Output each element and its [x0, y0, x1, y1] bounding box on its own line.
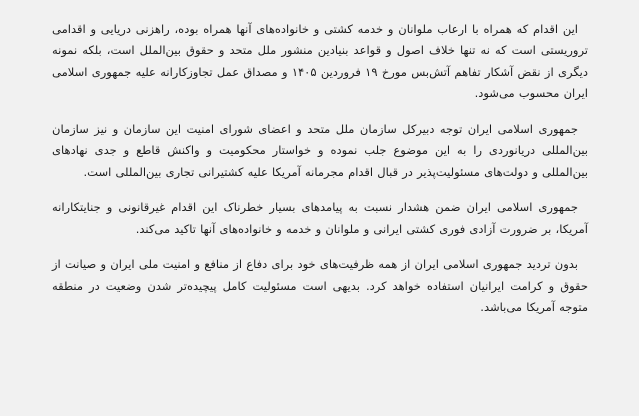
paragraph-un-call: جمهوری اسلامی ایران توجه دبیرکل سازمان ملل متحد و اعضای شورای امنیت این سازمان و نیز سازمان بین‌المللی دریانوردی را به این موضوع جلب نموده و خواستار محکومیت و واکنش قاطع و جدی نهادهای بین‌المللی و دولت‌های مسئولیت‌پذیر در قبال اقدام مجرمانه آمریکا علیه کشتیرانی تجاری بین‌المللی است. [52, 121, 588, 179]
document-body [52, 0, 588, 333]
paragraph-defense: بدون تردید جمهوری اسلامی ایران از همه ظرفیت‌های خود برای دفاع از منافع و امنیت ملی ایران و صیانت از حقوق و کرامت ایرانیان استفاده خواهد کرد. بدیهی است مسئولیت کامل پیچیده‌تر شدن وضعیت در منطقه متوجه آمریکا می‌باشد. [52, 257, 588, 314]
paragraph-cut-top [52, 0, 588, 5]
paragraph-piracy-act: این اقدام که همراه با ارعاب ملوانان و خدمه کشتی و خانواده‌های آنها همراه بوده، راهزنی دریایی و اقدامی تروریستی است که نه تنها خلاف اصول و قواعد بنیادین منشور ملل متحد و حقوق بین‌الملل است، بلکه نمونه دیگری از نقض آشکار تفاهم آتش‌بس مورخ ۱۹ فروردین ۱۴۰۵ و مصداق عمل تجاوزکارانه علیه جمهوری اسلامی ایران محسوب می‌شود. [52, 21, 588, 100]
paragraph-warning: جمهوری اسلامی ایران ضمن هشدار نسبت به پیامدهای بسیار خطرناک این اقدام غیرقانونی و جنایتکارانه آمریکا، بر ضرورت آزادی فوری کشتی ایرانی و ملوانان و خدمه و خانواده‌های آنها تاکید می‌کند. [52, 200, 588, 236]
